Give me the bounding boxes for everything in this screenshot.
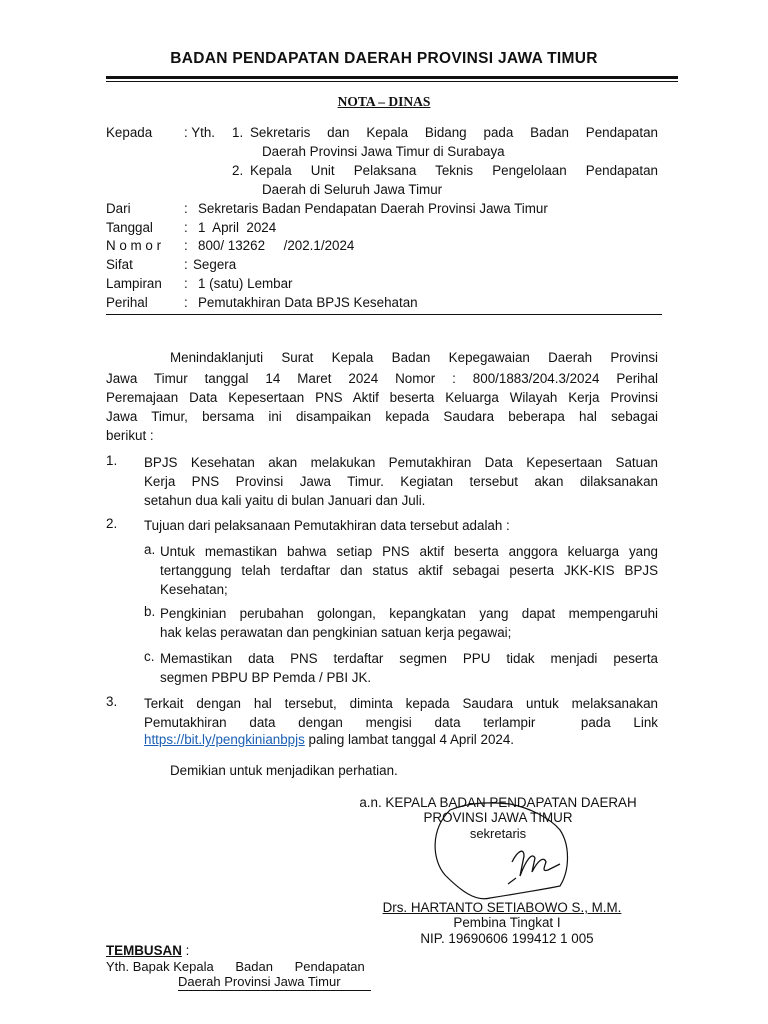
sub-c-label: c. (144, 649, 155, 664)
tembusan-colon: : (181, 943, 190, 958)
lampiran-value: 1 (satu) Lembar (198, 276, 293, 291)
tanggal-value: 1 April 2024 (198, 220, 277, 235)
nomor-label: N o m o r (106, 238, 162, 253)
signatory-nip: NIP. 19690606 199412 1 005 (420, 931, 594, 946)
item-1-line-1: BPJS Kesehatan akan melakukan Pemutakhiran Data Kepesertaan Satuan (144, 455, 658, 470)
sifat-label: Sifat (106, 257, 133, 272)
handwritten-signature (420, 790, 610, 910)
sub-c-line-1: Memastikan data PNS terdaftar segmen PPU tidak menjadi peserta (160, 651, 658, 666)
signatory-title-1: a.n. KEPALA BADAN PENDAPATAN DAERAH (359, 795, 637, 810)
signature-tail (508, 878, 516, 884)
tanggal-label: Tanggal (106, 220, 153, 235)
lampiran-colon: : (184, 276, 188, 291)
intro-line-4: Jawa Timur, bersama ini disampaikan kepada Saudara beberapa hal sebagai (106, 409, 658, 424)
sifat-colon: : (184, 257, 188, 272)
sub-b-label: b. (144, 604, 156, 619)
intro-line-1: Menindaklanjuti Surat Kepala Badan Kepegawaian Daerah Provinsi (170, 350, 658, 365)
tanggal-colon: : (184, 220, 188, 235)
sub-a-line-1: Untuk memastikan bahwa setiap PNS aktif beserta anggora keluarga yang (160, 544, 658, 559)
signature-loop (435, 803, 567, 899)
agency-title: BADAN PENDAPATAN DAERAH PROVINSI JAWA TIMUR (170, 50, 598, 67)
tembusan-line-1: Yth. Bapak Kepala Badan Pendapatan (106, 959, 365, 974)
intro-line-3: Peremajaan Data Kepesertaan PNS Aktif beserta Keluarga Wilayah Kerja Provinsi (106, 390, 658, 405)
tembusan-heading (106, 943, 189, 958)
perihal-label: Perihal (106, 295, 148, 310)
kepada-2-line2: Daerah di Seluruh Jawa Timur (262, 182, 443, 197)
item-3-number: 3. (106, 694, 118, 709)
signatory-role: sekretaris (469, 826, 527, 841)
header-rule-thin (106, 81, 678, 82)
perihal-value: Pemutakhiran Data BPJS Kesehatan (198, 295, 418, 310)
kepada-2-num: 2. (232, 163, 244, 178)
sub-a-line-3: Kesehatan; (160, 582, 228, 597)
item-3-line-3 (144, 732, 514, 747)
doc-type-title: NOTA – DINAS (337, 94, 431, 109)
tembusan-underline (178, 990, 371, 991)
sifat-value: Segera (193, 257, 237, 272)
dari-value: Sekretaris Badan Pendapatan Daerah Provinsi Jawa Timur (198, 201, 548, 216)
signature-stroke (512, 851, 560, 876)
item-3-line-2: Pemutakhiran data dengan mengisi data terlampir pada Link (144, 715, 658, 730)
sub-b-line-2: hak kelas perawatan dan pengkinian satuan kerja pegawai; (160, 625, 512, 640)
pengkinian-link[interactable]: https://bit.ly/pengkinianbpjs (144, 732, 305, 747)
kepada-1-line1: Sekretaris dan Kepala Bidang pada Badan Pendapatan (250, 125, 658, 140)
kepada-prefix: : Yth. (184, 125, 216, 140)
lampiran-label: Lampiran (106, 276, 162, 291)
tembusan-label: TEMBUSAN (106, 943, 182, 958)
kepada-2-line1: Kepala Unit Pelaksana Teknis Pengelolaan Pendapatan (250, 163, 658, 178)
item-2-number: 2. (106, 516, 118, 531)
dari-colon: : (184, 201, 188, 216)
sub-c-line-2: segmen PBPU BP Pemda / PBI JK. (160, 670, 372, 685)
closing-text: Demikian untuk menjadikan perhatian. (170, 763, 398, 778)
item-3-line-1: Terkait dengan hal tersebut, diminta kepada Saudara untuk melaksanakan (144, 696, 658, 711)
sub-a-label: a. (144, 542, 156, 557)
item-1-number: 1. (106, 453, 118, 468)
signatory-title-2: PROVINSI JAWA TIMUR (423, 810, 573, 825)
kepada-label: Kepada (106, 125, 153, 140)
item-2-text: Tujuan dari pelaksanaan Pemutakhiran data tersebut adalah : (144, 518, 510, 533)
header-rule-thick (106, 76, 678, 79)
kepada-1-line2: Daerah Provinsi Jawa Timur di Surabaya (262, 144, 505, 159)
sub-b-line-1: Pengkinian perubahan golongan, kepangkatan yang dapat mempengaruhi (160, 606, 658, 621)
item-1-line-3: setahun dua kali yaitu di bulan Januari dan Juli. (144, 493, 426, 508)
signatory-rank: Pembina Tingkat I (453, 915, 561, 930)
meta-divider (106, 314, 662, 315)
dari-label: Dari (106, 201, 131, 216)
intro-line-2: Jawa Timur tanggal 14 Maret 2024 Nomor : 800/1883/204.3/2024 Perihal (106, 371, 658, 386)
nomor-value: 800/ 13262 /202.1/2024 (198, 238, 355, 253)
item-3-deadline: paling lambat tanggal 4 April 2024. (308, 732, 514, 747)
tembusan-line-2: Daerah Provinsi Jawa Timur (178, 974, 341, 989)
signatory-name: Drs. HARTANTO SETIABOWO S., M.M. (382, 900, 622, 915)
perihal-colon: : (184, 295, 188, 310)
intro-line-5: berikut : (106, 428, 154, 443)
nomor-colon: : (184, 238, 188, 253)
item-1-line-2: Kerja PNS Provinsi Jawa Timur. Kegiatan tersebut akan dilaksanakan (144, 474, 658, 489)
kepada-1-num: 1. (232, 125, 244, 140)
sub-a-line-2: tertanggung telah terdaftar dan status aktif sebagai peserta JKK-KIS BPJS (160, 563, 658, 578)
